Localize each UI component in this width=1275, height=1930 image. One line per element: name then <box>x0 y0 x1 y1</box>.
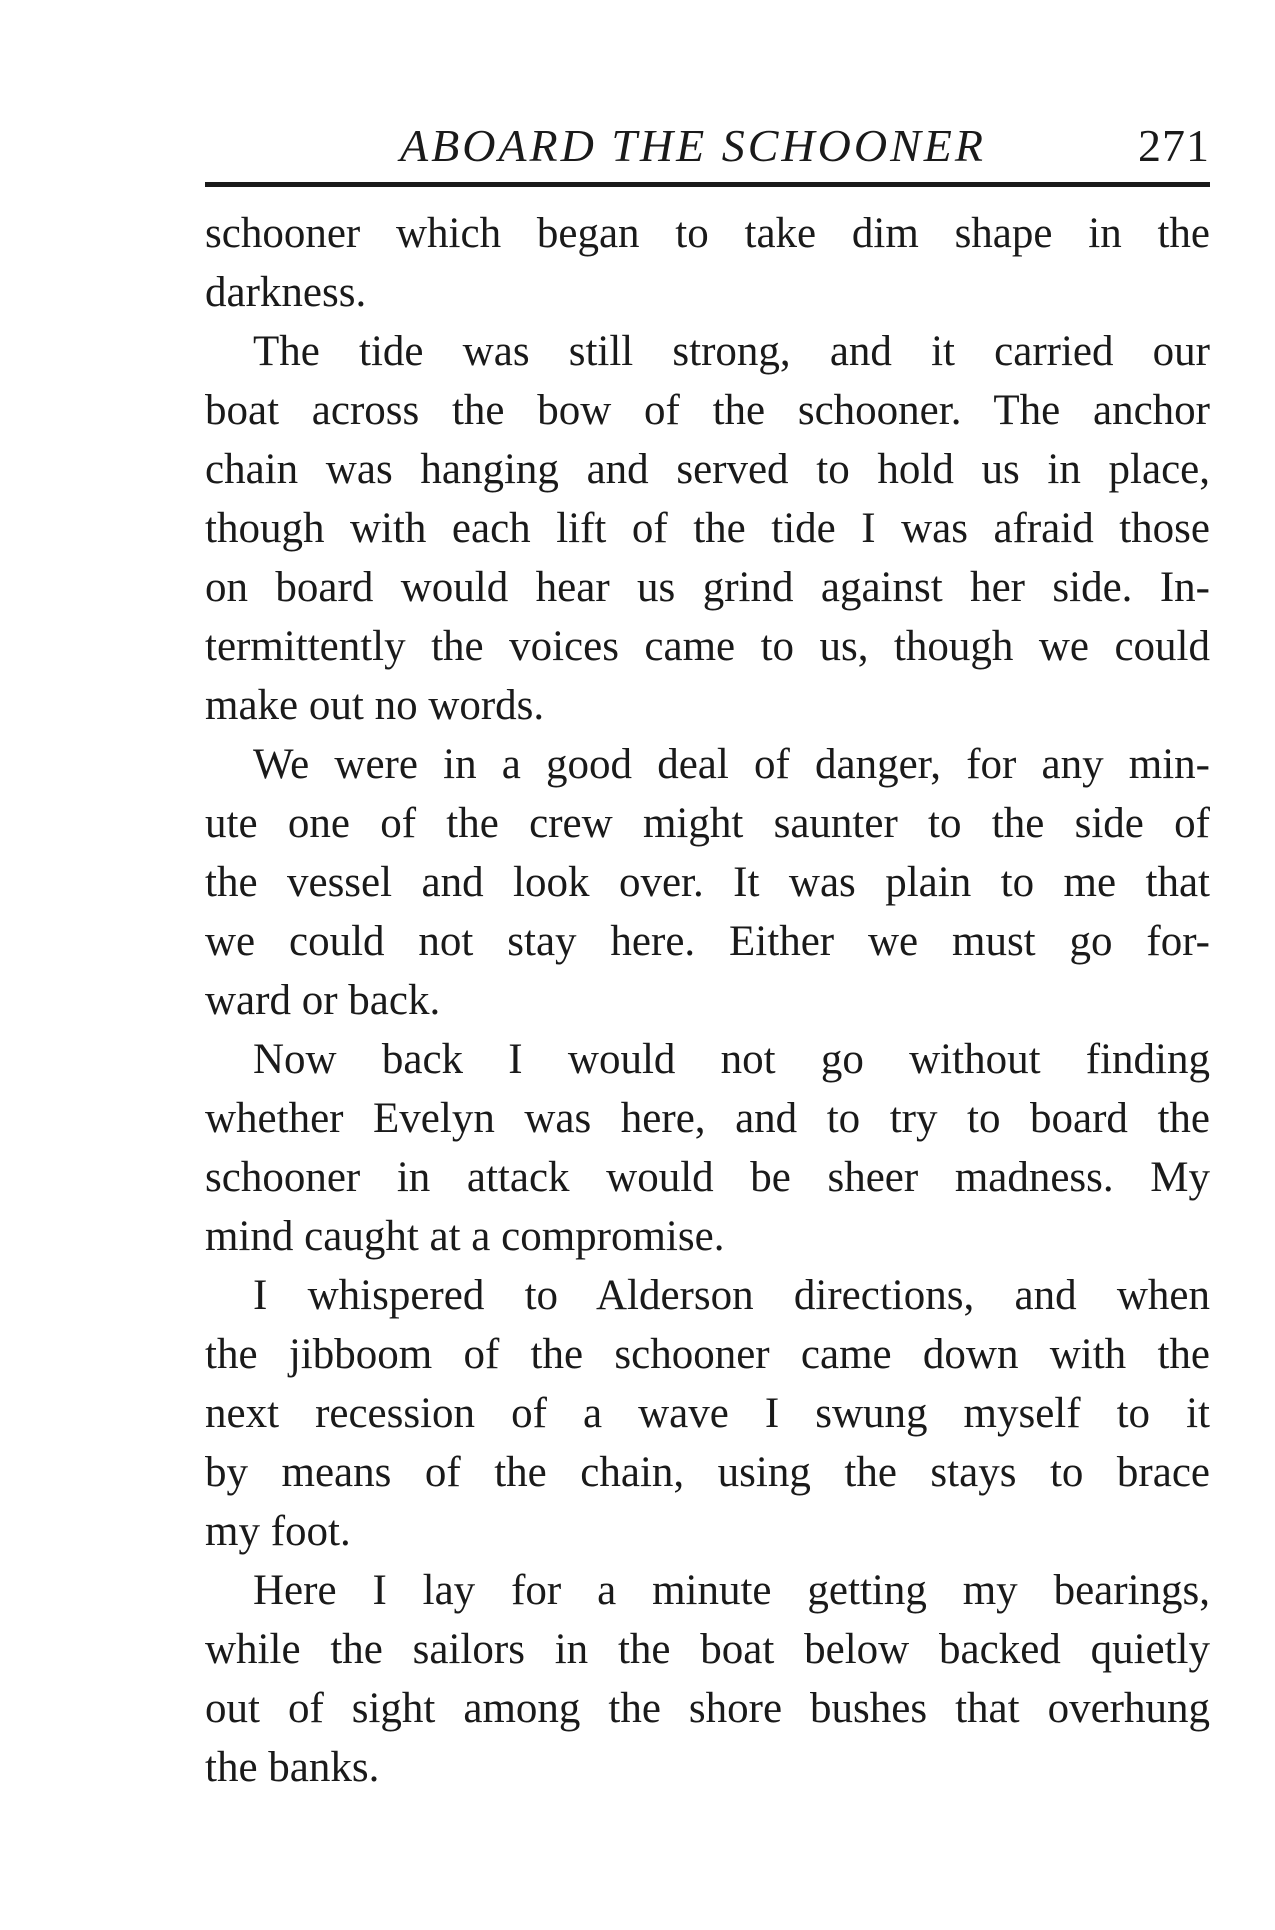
text-line: The tide was still strong, and it carried our <box>253 328 1210 375</box>
text-line: though with each lift of the tide I was afraid those <box>205 505 1210 552</box>
text-line: Now back I would not go without finding <box>253 1036 1210 1083</box>
text-line: ward or back. <box>205 977 441 1024</box>
text-line: schooner in attack would be sheer madness. My <box>205 1154 1210 1201</box>
running-head <box>205 118 1210 178</box>
text-line: mind caught at a compromise. <box>205 1213 725 1260</box>
text-line: make out no words. <box>205 682 545 729</box>
text-line: the jibboom of the schooner came down with the <box>205 1331 1210 1378</box>
text-line: we could not stay here. Either we must go for- <box>205 918 1210 965</box>
text-line: my foot. <box>205 1508 351 1555</box>
text-line: boat across the bow of the schooner. The anchor <box>205 387 1210 434</box>
text-line: I whispered to Alderson directions, and when <box>253 1272 1210 1319</box>
text-line: out of sight among the shore bushes that overhung <box>205 1685 1210 1732</box>
text-line: Here I lay for a minute getting my bearings, <box>253 1567 1210 1614</box>
body-text <box>205 204 1210 1797</box>
text-line: on board would hear us grind against her side. In- <box>205 564 1210 611</box>
text-line: termittently the voices came to us, though we could <box>205 623 1210 670</box>
header-rule <box>205 182 1210 187</box>
text-line: next recession of a wave I swung myself to it <box>205 1390 1210 1437</box>
running-title: ABOARD THE SCHOONER <box>400 120 986 171</box>
text-line: the vessel and look over. It was plain to me that <box>205 859 1210 906</box>
text-line: by means of the chain, using the stays to brace <box>205 1449 1210 1496</box>
text-line: We were in a good deal of danger, for any min- <box>253 741 1210 788</box>
page-number: 271 <box>1138 120 1210 171</box>
text-line: chain was hanging and served to hold us in place, <box>205 446 1210 493</box>
text-line: schooner which began to take dim shape in the <box>205 210 1210 257</box>
text-line: the banks. <box>205 1744 380 1791</box>
text-line: darkness. <box>205 269 367 316</box>
text-line: whether Evelyn was here, and to try to board the <box>205 1095 1210 1142</box>
text-line: while the sailors in the boat below backed quietly <box>205 1626 1210 1673</box>
text-line: ute one of the crew might saunter to the side of <box>205 800 1210 847</box>
